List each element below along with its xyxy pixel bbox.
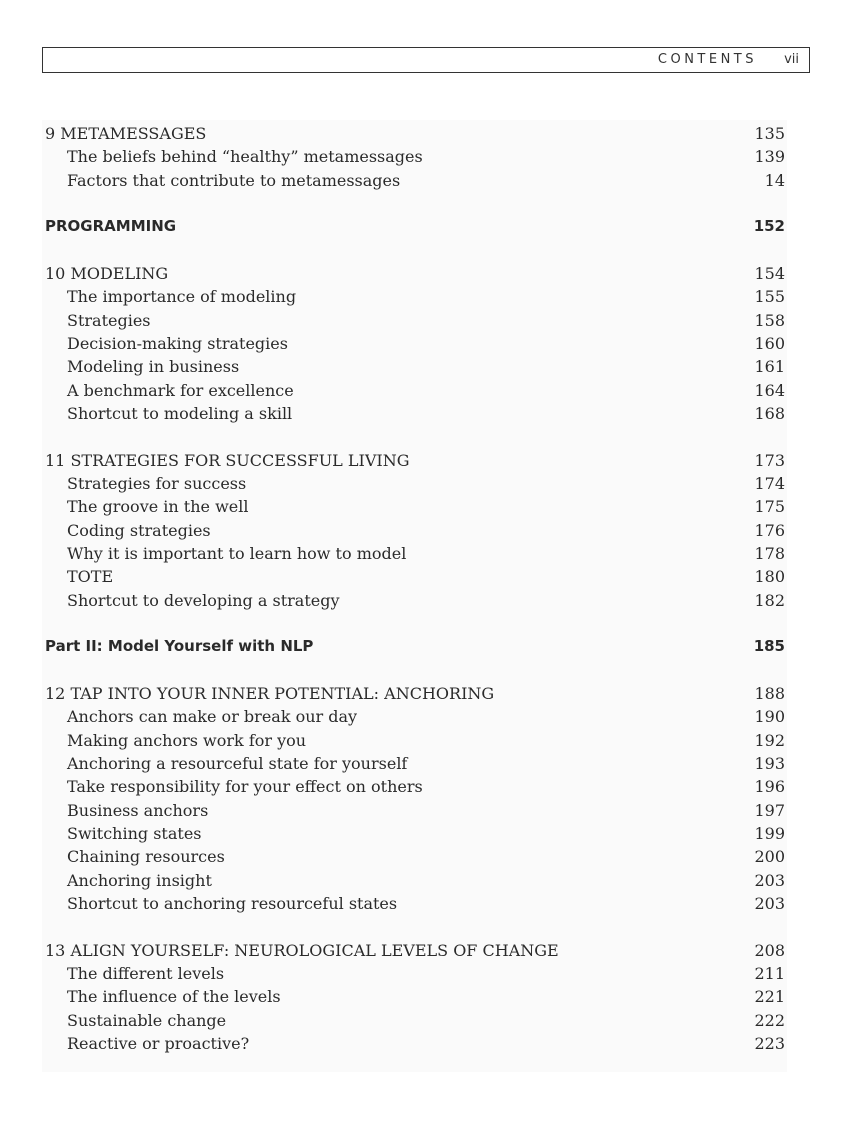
toc-entry-title: Shortcut to anchoring resourceful states [67,894,398,913]
toc-entry-page: 211 [754,964,785,983]
toc-entry[interactable] [42,869,785,892]
toc-section-programming[interactable] [42,215,785,238]
toc-entry[interactable] [42,822,785,845]
toc-entry-title: 11 STRATEGIES FOR SUCCESSFUL LIVING [45,451,410,470]
toc-entry-title: Factors that contribute to metamessages [67,171,401,190]
toc-entry-title: A benchmark for excellence [67,381,294,400]
toc-entry-title: Shortcut to developing a strategy [67,591,340,610]
toc-entry-page: 190 [754,707,785,726]
toc-entry-title: Decision-making strategies [67,334,288,353]
toc-entry[interactable] [42,962,785,985]
toc-entry[interactable] [42,379,785,402]
toc-entry-title: 13 ALIGN YOURSELF: NEUROLOGICAL LEVELS OF CHANGE [45,941,559,960]
toc-entry-title: Anchors can make or break our day [67,707,358,726]
toc-entry-title: Anchoring a resourceful state for yourself [67,754,408,773]
toc-entry-page: 139 [754,147,785,166]
toc-entry[interactable] [42,169,785,192]
toc-entry-page: 223 [754,1034,785,1053]
toc-section-page: 185 [753,637,785,655]
toc-chapter-13[interactable] [42,939,785,962]
toc-entry[interactable] [42,729,785,752]
toc-entry[interactable] [42,799,785,822]
toc-section-page: 152 [753,217,785,235]
toc-entry-title: Modeling in business [67,357,240,376]
toc-entry[interactable] [42,705,785,728]
toc-entry-page: 192 [754,731,785,750]
toc-entry[interactable] [42,285,785,308]
toc-entry-page: 199 [754,824,785,843]
toc-entry-page: 188 [754,684,785,703]
toc-entry-page: 158 [754,311,785,330]
toc-entry-title: Making anchors work for you [67,731,307,750]
toc-chapter-12[interactable] [42,682,785,705]
toc-section-title: PROGRAMMING [45,217,177,235]
toc-entry[interactable] [42,775,785,798]
toc-entry-title: Shortcut to modeling a skill [67,404,293,423]
toc-entry-title: The different levels [67,964,225,983]
toc-entry-page: 168 [754,404,785,423]
toc-entry-title: 10 MODELING [45,264,169,283]
toc-entry[interactable] [42,542,785,565]
toc-section-part-2[interactable] [42,635,785,658]
toc-entry-page: 164 [754,381,785,400]
toc-entry-page: 203 [754,894,785,913]
toc-entry-page: 176 [754,521,785,540]
toc-entry-title: Coding strategies [67,521,211,540]
toc-entry-page: 175 [754,497,785,516]
header-page-number: vii [784,52,799,67]
toc-entry-page: 197 [754,801,785,820]
toc-entry-title: Switching states [67,824,202,843]
toc-entry[interactable] [42,1009,785,1032]
toc-entry-page: 208 [754,941,785,960]
toc-entry-page: 154 [754,264,785,283]
table-of-contents [42,120,787,1072]
toc-entry[interactable] [42,145,785,168]
running-header [42,47,810,73]
toc-entry-title: Strategies [67,311,151,330]
toc-entry[interactable] [42,495,785,518]
toc-entry-page: 161 [754,357,785,376]
toc-entry-title: Take responsibility for your effect on others [67,777,423,796]
toc-entry-page: 200 [754,847,785,866]
toc-entry[interactable] [42,845,785,868]
toc-entry-page: 182 [754,591,785,610]
toc-entry[interactable] [42,589,785,612]
toc-entry-title: 12 TAP INTO YOUR INNER POTENTIAL: ANCHORING [45,684,495,703]
toc-entry-page: 173 [754,451,785,470]
toc-entry[interactable] [42,985,785,1008]
toc-entry[interactable] [42,309,785,332]
toc-entry[interactable] [42,1032,785,1055]
toc-entry[interactable] [42,565,785,588]
toc-entry-page: 221 [754,987,785,1006]
toc-entry[interactable] [42,402,785,425]
toc-entry-title: Why it is important to learn how to model [67,544,407,563]
toc-entry-title: The beliefs behind “healthy” metamessages [67,147,423,166]
toc-entry-title: Reactive or proactive? [67,1034,250,1053]
toc-entry-title: The influence of the levels [67,987,281,1006]
toc-entry-page: 135 [754,124,785,143]
toc-entry[interactable] [42,892,785,915]
toc-chapter-11[interactable] [42,449,785,472]
toc-chapter-9[interactable] [42,122,785,145]
toc-entry[interactable] [42,752,785,775]
toc-entry-page: 203 [754,871,785,890]
toc-entry-page: 178 [754,544,785,563]
header-label: CONTENTS [657,52,757,67]
toc-entry[interactable] [42,472,785,495]
toc-entry-page: 174 [754,474,785,493]
toc-entry[interactable] [42,332,785,355]
toc-section-title: Part II: Model Yourself with NLP [45,637,314,655]
toc-entry-page: 180 [754,567,785,586]
toc-entry-title: The importance of modeling [67,287,297,306]
toc-entry-page: 155 [754,287,785,306]
toc-entry[interactable] [42,355,785,378]
toc-entry-page: 196 [754,777,785,796]
toc-entry-title: Strategies for success [67,474,247,493]
toc-chapter-10[interactable] [42,262,785,285]
toc-entry-title: Chaining resources [67,847,225,866]
toc-entry-page: 14 [764,171,785,190]
toc-entry-page: 160 [754,334,785,353]
toc-entry-title: The groove in the well [67,497,249,516]
toc-entry-page: 222 [754,1011,785,1030]
toc-entry-title: Business anchors [67,801,209,820]
toc-entry-page: 193 [754,754,785,773]
toc-entry-title: Anchoring insight [67,871,212,890]
toc-entry-title: TOTE [67,567,114,586]
toc-entry-title: Sustainable change [67,1011,227,1030]
toc-entry[interactable] [42,519,785,542]
toc-entry-title: 9 METAMESSAGES [45,124,207,143]
